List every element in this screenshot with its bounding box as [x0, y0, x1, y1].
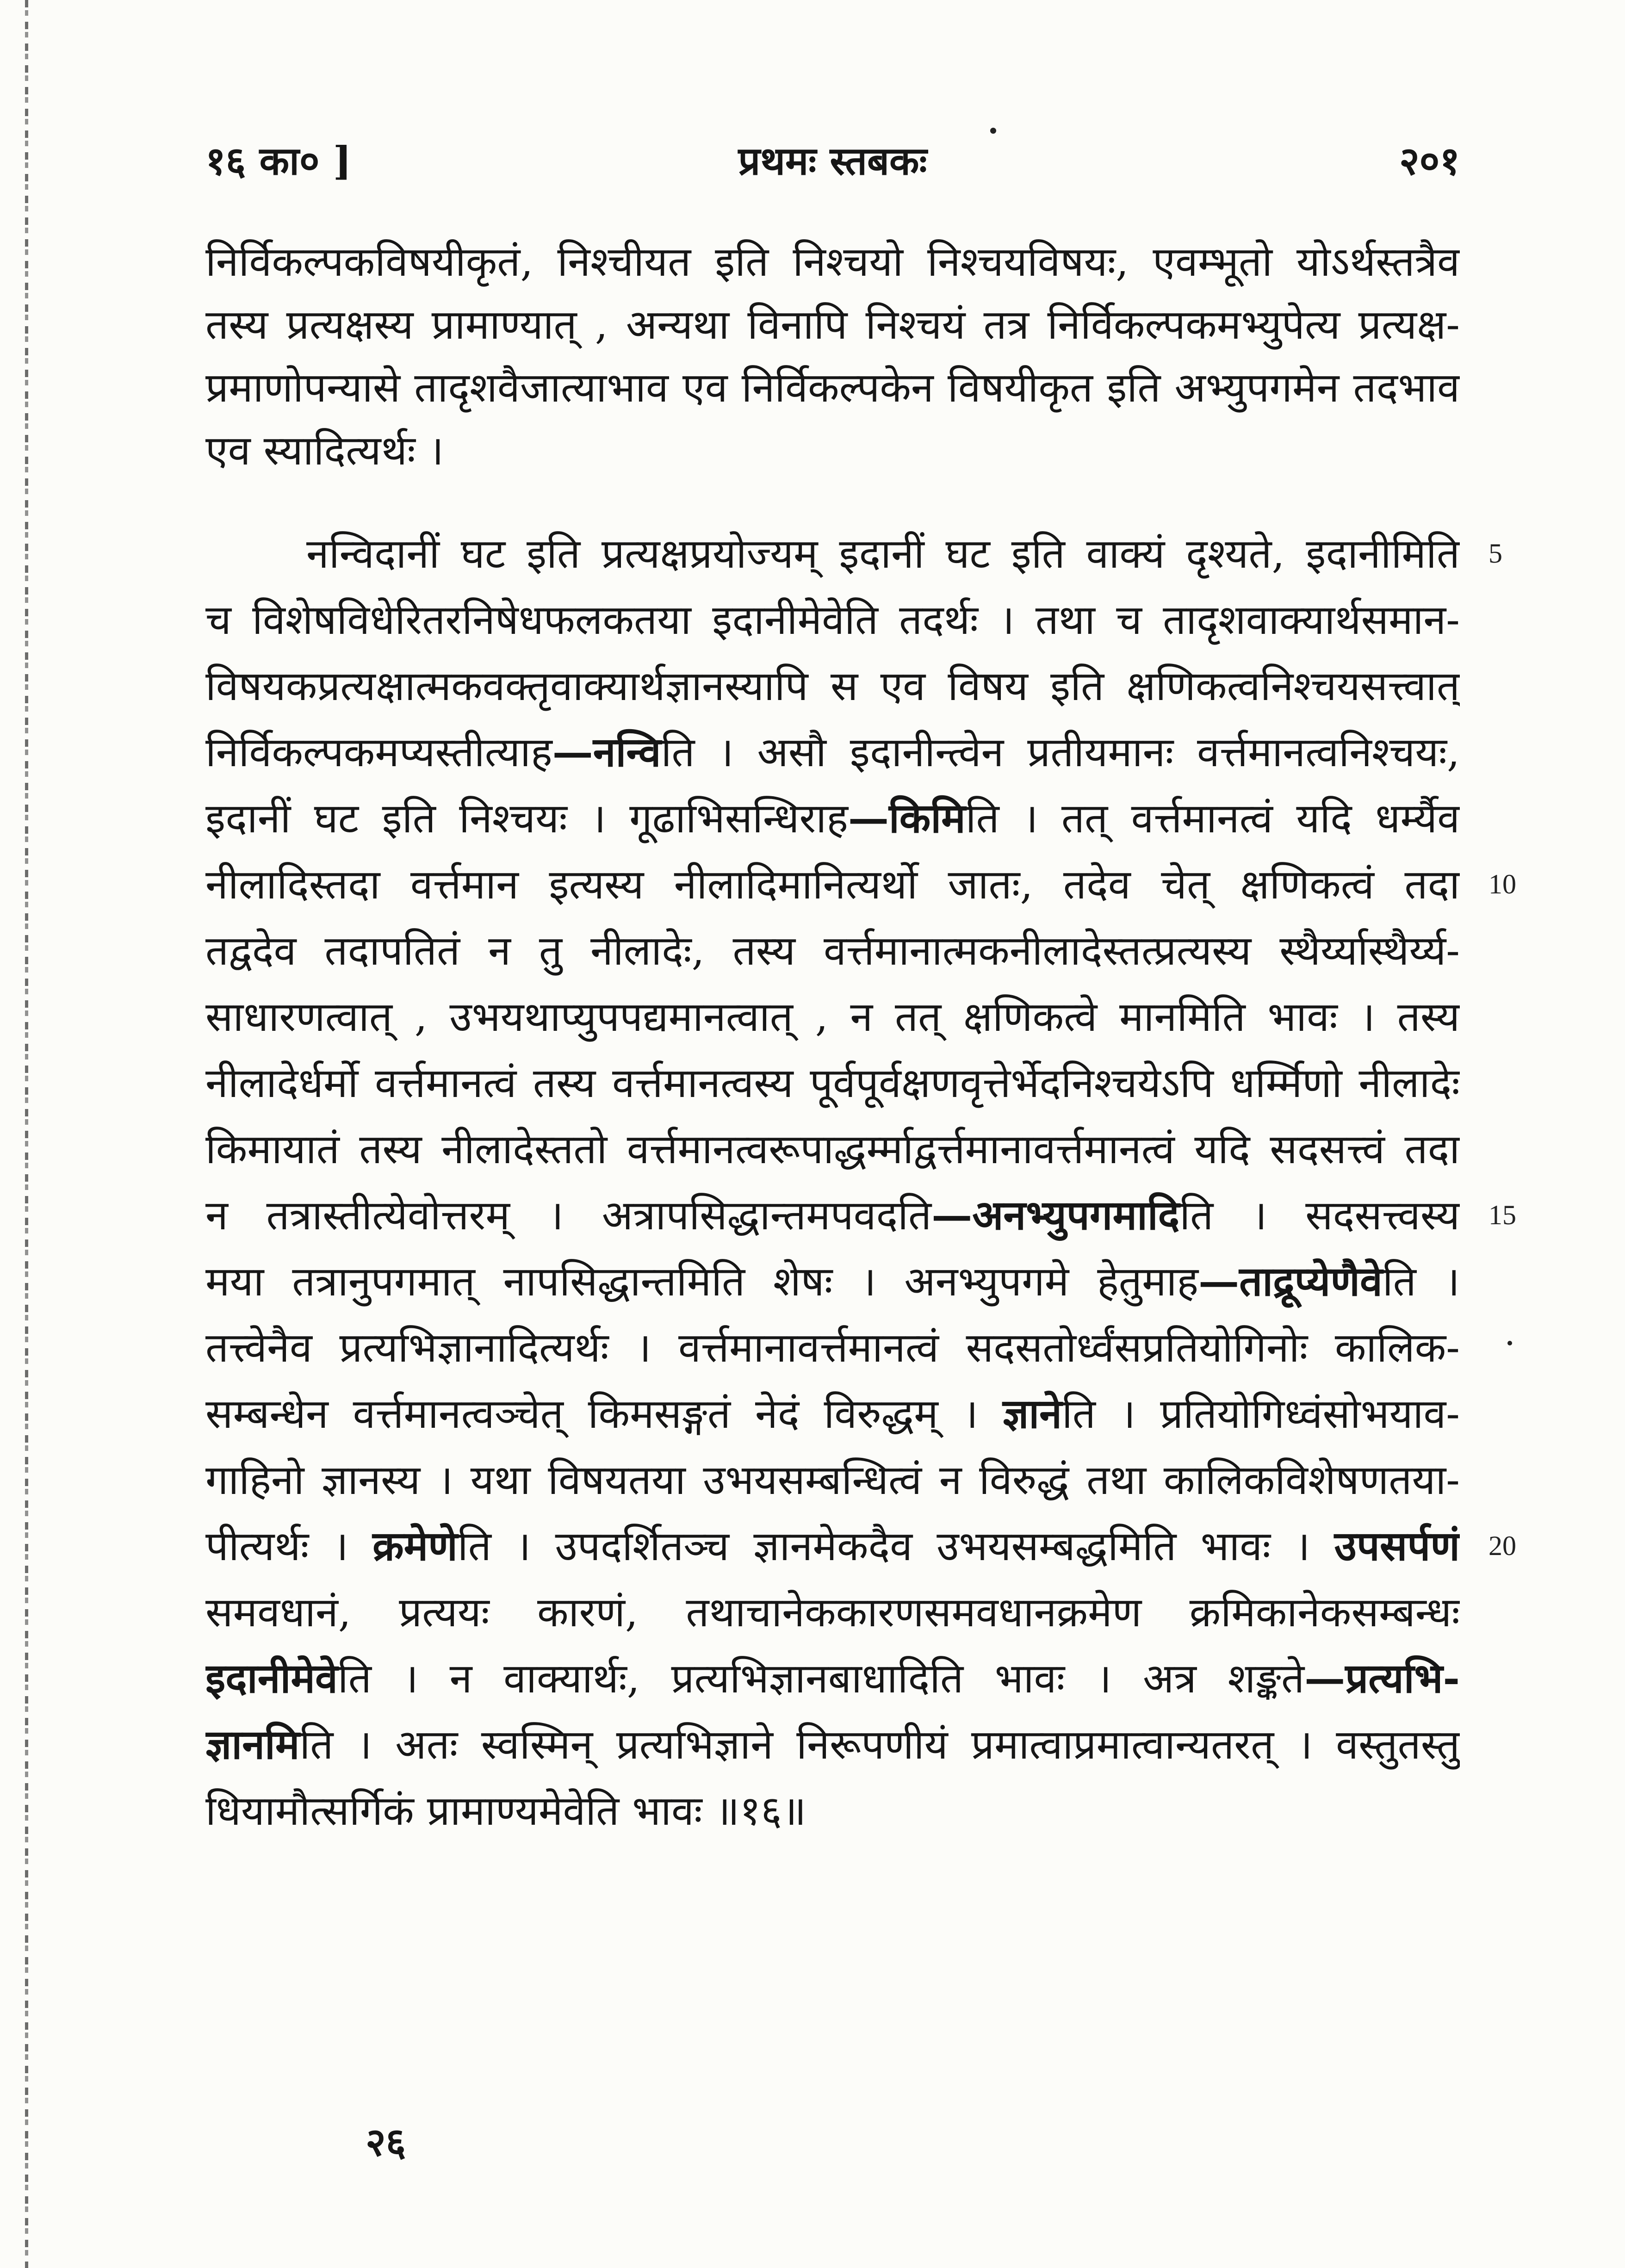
text-segment: नन्विदानीं घट इति प्रत्यक्षप्रयोज्यम् इदानीं घट इति वाक्यं दृश्यते, इदानीमिति: [306, 530, 1460, 577]
text-segment: निर्विकल्पकमप्यस्तीत्याह: [205, 728, 552, 776]
line-content: [205, 1248, 1460, 1314]
text-line: [205, 1050, 1460, 1116]
text-line: [205, 1182, 1516, 1248]
line-content: [205, 1182, 1460, 1248]
lemma-text: ज्ञानमि: [205, 1720, 300, 1768]
text-segment: किमायातं तस्य नीलादेस्ततो वर्त्तमानत्वरूपाद्धर्म्माद्वर्त्तमानावर्त्तमानत्वं यदि सदसत्त्वं तदा: [205, 1125, 1460, 1173]
text-segment: विषयकप्रत्यक्षात्मकवक्तृवाक्यार्थज्ञानस्यापि स एव विषय इति क्षणिकत्वनिश्चयसत्त्वात्: [205, 662, 1460, 710]
header-chapter-title: प्रथमः स्तबकः: [738, 138, 927, 184]
margin-line-number: 20: [1489, 1531, 1516, 1561]
text-segment: न तत्रास्तीत्येवोत्तरम् । अत्रापसिद्धान्तमपवदति: [205, 1191, 932, 1239]
line-content: [205, 917, 1460, 984]
text-segment: नीलादिस्तदा वर्त्तमान इत्यस्य नीलादिमानित्यर्थो जातः, तदेव चेत् क्षणिकत्वं तदा: [205, 861, 1460, 908]
lemma-text: —ताद्रूप्येणैवे: [1198, 1257, 1383, 1305]
lemma-text: क्रमेणे: [372, 1522, 458, 1570]
running-header: [205, 135, 1460, 187]
text-segment: ति । सदसत्त्वस्य: [1179, 1191, 1460, 1239]
text-segment: तद्वदेव तदापतितं न तु नीलादेः, तस्य वर्त्तमानात्मकनीलादेस्तत्प्रत्यस्य स्थैर्य्यास्थैर्य्य-: [205, 927, 1460, 974]
signature-mark: २६: [366, 2119, 406, 2165]
text-segment: ति । तत् वर्त्तमानत्वं यदि धर्म्यैव: [965, 794, 1460, 842]
line-content: [205, 1314, 1460, 1381]
text-segment: सम्बन्धेन वर्त्तमानत्वञ्चेत् किमसङ्गतं नेदं विरुद्धम् ।: [205, 1390, 1003, 1438]
line-content: [205, 521, 1460, 587]
text-segment: ति । असौ इदानीन्त्वेन प्रतीयमानः वर्त्तमानत्वनिश्चयः,: [661, 728, 1460, 776]
line-content: [205, 719, 1460, 785]
lemma-text: —किमि: [848, 794, 966, 842]
line-content: [205, 587, 1460, 653]
text-segment: प्रमाणोपन्यासे तादृशवैजात्याभाव एव निर्विकल्पकेन विषयीकृत इति अभ्युपगमेन तदभाव: [205, 364, 1460, 411]
text-segment: ति । न वाक्यार्थः, प्रत्यभिज्ञानबाधादिति भावः । अत्र शङ्कते: [337, 1655, 1305, 1702]
text-line: [205, 785, 1460, 851]
line-content: [205, 1116, 1460, 1182]
text-segment: ति । प्रतियोगिध्वंसोभयाव-: [1061, 1390, 1460, 1438]
scan-edge: [25, 0, 28, 2268]
text-segment: गाहिनो ज्ञानस्य । यथा विषयतया उभयसम्बन्धित्वं न विरुद्धं तथा कालिकविशेषणतया-: [205, 1456, 1460, 1504]
text-line: [205, 984, 1460, 1050]
text-line: [205, 1116, 1460, 1182]
text-segment: एव स्यादित्यर्थः ।: [205, 427, 444, 474]
lemma-text: ज्ञाने: [1002, 1389, 1062, 1438]
line-content: [205, 293, 1460, 356]
line-content: [205, 1645, 1460, 1711]
text-line: [205, 1579, 1460, 1645]
line-content: [205, 1778, 1460, 1844]
line-content: [205, 653, 1460, 719]
text-segment: ति ।: [1382, 1258, 1460, 1305]
commentary-text: [205, 230, 1516, 1844]
text-line: [205, 1513, 1516, 1579]
text-segment: निर्विकल्पकविषयीकृतं, निश्चीयत इति निश्चयो निश्चयविषयः, एवम्भूतो योऽर्थस्तत्रैव: [205, 238, 1460, 285]
line-content: [205, 1381, 1460, 1447]
margin-line-number: 10: [1489, 869, 1516, 899]
text-segment: इदानीं घट इति निश्चयः । गूढाभिसन्धिराह: [205, 794, 848, 842]
line-content: [205, 1513, 1460, 1579]
lemma-text: —प्रत्यभि-: [1304, 1654, 1460, 1702]
text-segment: तस्य प्रत्यक्षस्य प्रामाण्यात् , अन्यथा विनापि निश्चयं तत्र निर्विकल्पकमभ्युपेत्य प्रत्यक्ष-: [205, 301, 1460, 348]
text-segment: तत्त्वेनैव प्रत्यभिज्ञानादित्यर्थः । वर्त्तमानावर्त्तमानत्वं सदसतोर्ध्वंसप्रतियोगिनोः कालिक-: [205, 1324, 1460, 1371]
text-segment: पीत्यर्थः ।: [205, 1522, 373, 1570]
lemma-text: —अनभ्युपगमादि: [931, 1191, 1180, 1239]
text-line: [205, 419, 1460, 482]
line-content: [205, 1050, 1460, 1116]
line-content: [205, 1447, 1460, 1513]
lemma-text: —नन्वि: [552, 728, 661, 776]
text-line: [205, 1645, 1460, 1711]
page-number: २०१: [1399, 138, 1460, 184]
header-section-ref: १६ का० ]: [205, 138, 352, 184]
text-line: [205, 1248, 1460, 1314]
line-content: [205, 785, 1460, 851]
text-line: [205, 587, 1460, 653]
text-segment: ति । उपदर्शितञ्च ज्ञानमेकदैव उभयसम्बद्धमिति भावः ।: [457, 1522, 1334, 1570]
scan-speck: [990, 128, 996, 134]
line-content: [205, 984, 1460, 1050]
line-content: [205, 419, 1460, 482]
scan-speck: [1507, 1341, 1512, 1345]
line-content: [205, 230, 1460, 293]
margin-line-number: 15: [1489, 1200, 1516, 1230]
text-segment: समवधानं, प्रत्ययः कारणं, तथाचानेककारणसमवधानक्रमेण क्रमिकानेकसम्बन्धः: [205, 1588, 1460, 1636]
text-segment: ति । अतः स्वस्मिन् प्रत्यभिज्ञाने निरूपणीयं प्रमात्वाप्रमात्वान्यतरत् । वस्तुतस्तु: [299, 1721, 1460, 1768]
text-segment: साधारणत्वात् , उभयथाप्युपपद्यमानत्वात् , न तत् क्षणिकत्वे मानमिति भावः । तस्य: [205, 993, 1460, 1041]
text-line: [205, 230, 1460, 293]
line-content: [205, 1579, 1460, 1645]
text-line: [205, 653, 1460, 719]
lemma-text: इदानीमेवे: [205, 1654, 338, 1702]
text-line: [205, 1447, 1460, 1513]
text-line: [205, 1314, 1460, 1381]
margin-line-number: 5: [1489, 538, 1502, 569]
text-line: [205, 1711, 1460, 1778]
paragraph: [205, 230, 1460, 482]
text-line: [205, 293, 1460, 356]
line-content: [205, 1711, 1460, 1778]
lemma-text: उपसर्पणं: [1334, 1522, 1460, 1570]
text-line: [205, 521, 1502, 587]
line-content: [205, 851, 1460, 917]
text-segment: च विशेषविधेरितरनिषेधफलकतया इदानीमेवेति तदर्थः । तथा च तादृशवाक्यार्थसमान-: [205, 596, 1460, 644]
text-line: [205, 851, 1516, 917]
text-line: [205, 917, 1460, 984]
line-content: [205, 356, 1460, 419]
text-segment: धियामौत्सर्गिकं प्रामाण्यमेवेति भावः ॥१६॥: [205, 1787, 806, 1834]
text-line: [205, 1381, 1460, 1447]
paragraph: [205, 521, 1516, 1844]
text-line: [205, 719, 1460, 785]
text-line: [205, 356, 1460, 419]
text-segment: मया तत्रानुपगमात् नापसिद्धान्तमिति शेषः । अनभ्युपगमे हेतुमाह: [205, 1258, 1199, 1305]
text-line: [205, 1778, 1460, 1844]
text-segment: नीलादेर्धर्मो वर्त्तमानत्वं तस्य वर्त्तमानत्वस्य पूर्वपूर्वक्षणवृत्तेर्भेदनिश्चयेऽपि धर्म्मिणो नीलादेः: [205, 1059, 1460, 1107]
